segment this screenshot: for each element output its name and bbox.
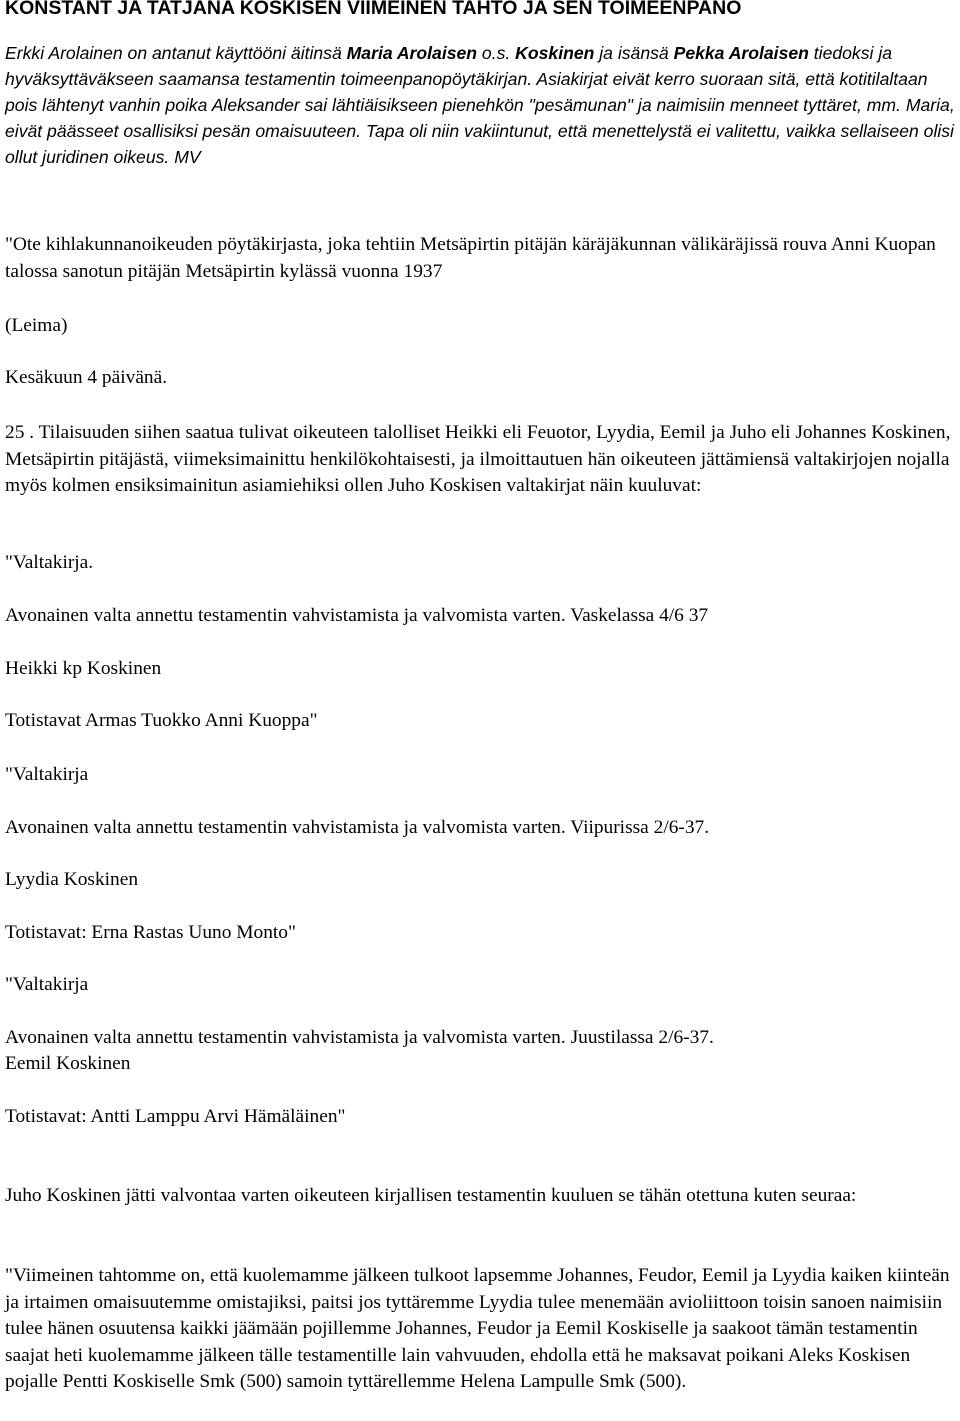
power-of-attorney-text: Avonainen valta annettu testamentin vahvistamista ja valvomista varten. Vaskelassa 4/6 37 <box>5 605 709 626</box>
intro-name-koskinen: Koskinen <box>515 43 595 63</box>
power-of-attorney-witnesses: Totistavat: Erna Rastas Uuno Monto" <box>5 922 296 943</box>
intro-name-maria: Maria Arolaisen <box>346 43 478 63</box>
power-of-attorney-text: Avonainen valta annettu testamentin vahvistamista ja valvomista varten. Viipurissa 2/6-37. <box>5 817 710 838</box>
section-25-paragraph: 25 . Tilaisuuden siihen saatua tulivat oikeuteen talolliset Heikki eli Feuotor, Lyydia, Eemil ja Juho eli Johannes Koskinen, Metsäpirtin pitäjästä, viimeksimainittu henkilökohtaisesti, ja ilmoittautuen hän oikeuteen jättämiensä valtakirjojen nojalla myös kolmen ensiksimainitun asiamiehiksi ollen Juho Koskisen valtakirjat näin kuuluvat: <box>5 422 951 496</box>
power-of-attorney-witnesses: Totistavat Armas Tuokko Anni Kuoppa" <box>5 710 318 731</box>
power-of-attorney-signer: Heikki kp Koskinen <box>5 658 162 679</box>
intro-text: ja isänsä <box>594 43 674 63</box>
testament-intro-paragraph: Juho Koskinen jätti valvontaa varten oikeuteen kirjallisen testamentin kuuluen se tähän otettuna kuten seuraa: <box>5 1185 857 1206</box>
intro-text: o.s. <box>477 43 516 63</box>
power-of-attorney-witnesses: Totistavat: Antti Lamppu Arvi Hämäläinen" <box>5 1106 346 1127</box>
power-of-attorney-title: "Valtakirja <box>5 764 89 785</box>
intro-name-pekka: Pekka Arolaisen <box>673 43 809 63</box>
power-of-attorney-title: "Valtakirja. <box>5 552 94 573</box>
intro-text: tiedoksi ja hyväksyttäväkseen saamansa testamentin toimeenpanopöytäkirjan. Asiakirjat eivät kerro suoraan sitä, että kotitilaltaan pois lähtenyt vanhin poika Aleksander sai lähtiäisikseen pienehkön "pesämunan" ja naimisiin menneet tyttäret, mm. Maria, eivät päässeet osallisiksi pesän omaisuuteen. Tapa oli niin vakiintunut, että menettelystä ei valitettu, vaikka sellaiseen olisi ollut juridinen oikeus. MV <box>5 43 955 167</box>
power-of-attorney-text: Avonainen valta annettu testamentin vahvistamista ja valvomista varten. Juustilassa 2/6-37. <box>5 1027 714 1048</box>
power-of-attorney-signer: Eemil Koskinen <box>5 1053 131 1074</box>
intro-text: Erkki Arolainen on antanut käyttööni äitinsä <box>5 43 347 63</box>
seal-note: (Leima) <box>5 315 68 336</box>
document-heading: KONSTANT JA TATJANA KOSKISEN VIIMEINEN TAHTO JA SEN TOIMEENPANO <box>5 0 742 19</box>
power-of-attorney-title: "Valtakirja <box>5 974 89 995</box>
testament-text: "Viimeinen tahtomme on, että kuolemamme jälkeen tulkoot lapsemme Johannes, Feudor, Eemil ja Lyydia kaiken kiinteän ja irtaimen omaisuutemme omistajiksi, paitsi jos tyttäremme Lyydia tulee menemään avioliittoon toisin sanoen naimisiin tulee hänen osuutensa kaikki jäämään pojillemme Johannes, Feudor ja Eemil Koskiselle ja saakoot tämän testamentin saajat heti kuolemamme jälkeen tälle testamentille lain vahvuuden, ehdolla että he maksavat poikani Aleks Koskisen pojalle Pentti Koskiselle Smk (500) samoin tyttärellemme Helena Lampulle Smk (500). <box>5 1265 950 1392</box>
excerpt-paragraph: "Ote kihlakunnanoikeuden pöytäkirjasta, joka tehtiin Metsäpirtin pitäjän käräjäkunnan välikäräjissä rouva Anni Kuopan talossa sanotun pitäjän Metsäpirtin kylässä vuonna 1937 <box>5 234 936 282</box>
power-of-attorney-signer: Lyydia Koskinen <box>5 869 139 890</box>
intro-paragraph <box>5 40 955 170</box>
session-date: Kesäkuun 4 päivänä. <box>5 367 168 388</box>
